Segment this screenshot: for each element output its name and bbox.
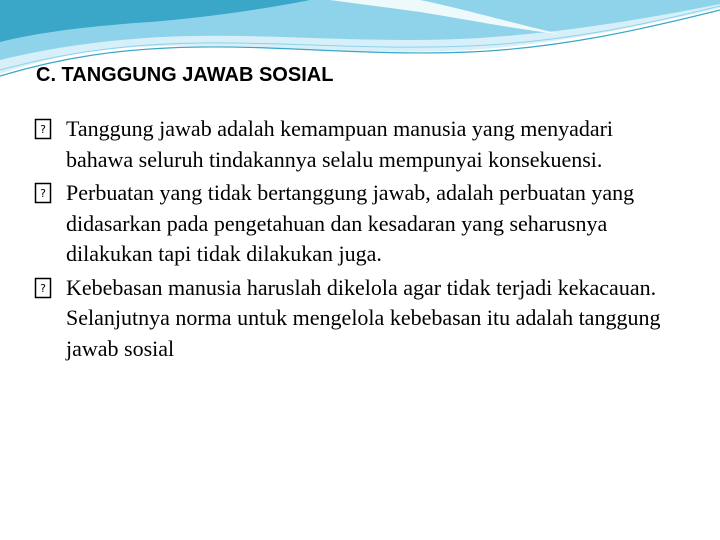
bullet-list — [34, 114, 674, 367]
bullet-text: Kebebasan manusia haruslah dikelola agar tidak terjadi kekacauan. Selanjutnya norma untuk mengelola kebebasan itu adalah tanggung jawab sosial — [66, 274, 661, 361]
slide-title: C. TANGGUNG JAWAB SOSIAL — [36, 64, 334, 86]
svg-text:?: ? — [40, 187, 46, 200]
missing-glyph-box-icon — [34, 182, 52, 204]
bullet-item — [34, 114, 674, 175]
bullet-item — [34, 178, 674, 270]
missing-glyph-box-icon — [34, 118, 52, 140]
missing-glyph-box-icon — [34, 277, 52, 299]
bullet-text: Perbuatan yang tidak bertanggung jawab, adalah perbuatan yang didasarkan pada pengetahuan dan kesadaran yang seharusnya dilakukan tapi tidak dilakukan juga. — [66, 180, 635, 266]
bullet-text: Tanggung jawab adalah kemampuan manusia yang menyadari bahawa seluruh tindakannya selalu mempunyai konsekuensi. — [66, 116, 614, 172]
svg-text:?: ? — [40, 281, 46, 295]
bullet-item — [34, 273, 674, 365]
svg-text:?: ? — [40, 123, 46, 136]
